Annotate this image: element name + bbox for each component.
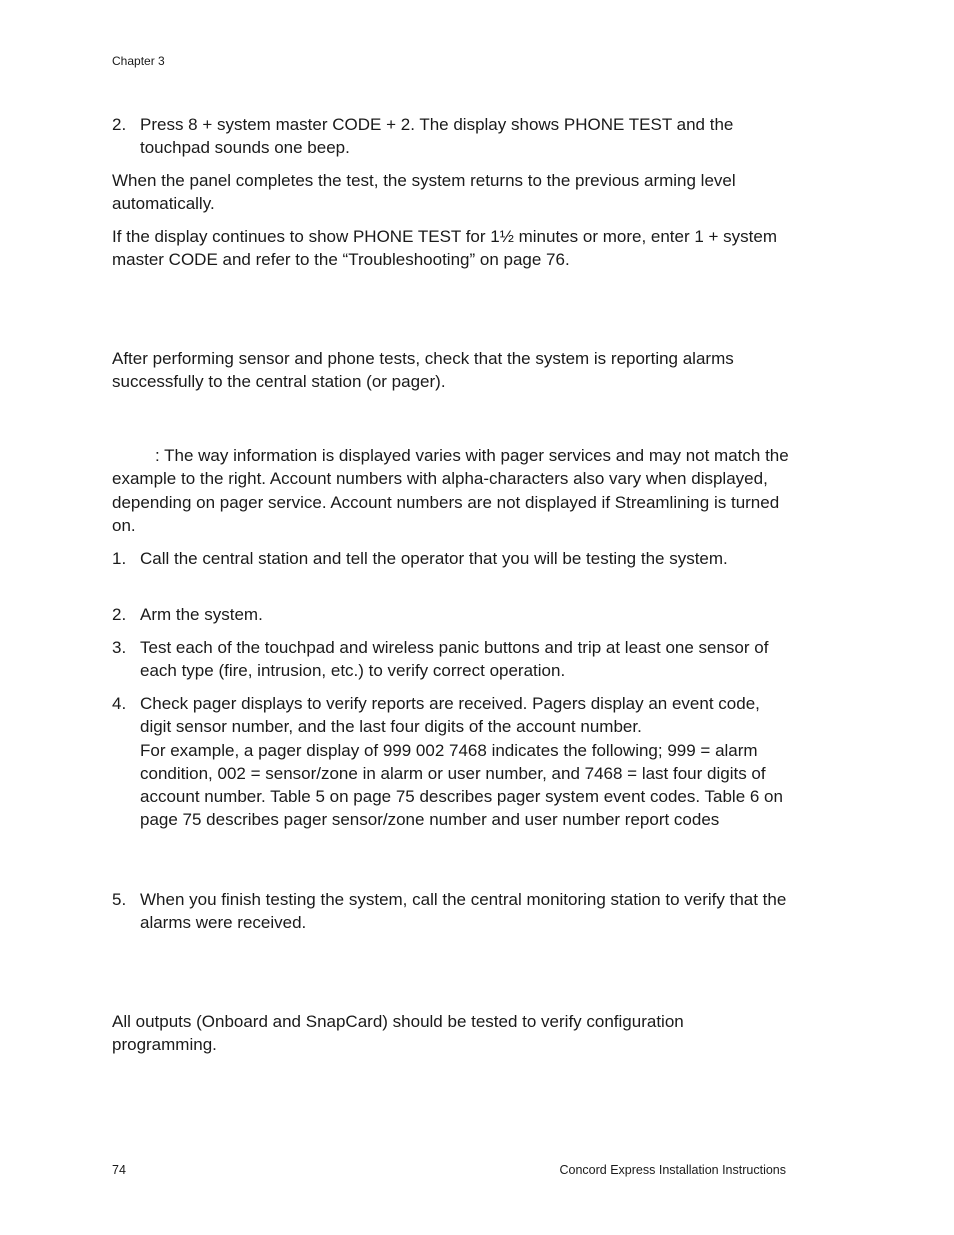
list-number: 4. [112, 694, 127, 713]
list-text: Call the central station and tell the operator that you will be testing the system. [140, 549, 728, 568]
list-item [112, 603, 792, 626]
list-text: Press 8 + system master CODE + 2. The display shows PHONE TEST and the touchpad sounds one beep. [140, 115, 734, 158]
list-number: 2. [112, 605, 127, 624]
list-number: 3. [112, 638, 127, 657]
paragraph-completes: When the panel completes the test, the system returns to the previous arming level automatically. [112, 171, 736, 214]
list-item [112, 636, 792, 683]
list-item [112, 888, 792, 935]
list-item [112, 547, 792, 570]
list-text: Arm the system. [140, 605, 263, 624]
note-paragraph: : The way information is displayed varies with pager services and may not match the example to the right. Account numbers with alpha-characters also vary when displayed, depending on pager service. Account numbers are not displayed if Streamlining is turned on. [112, 446, 789, 535]
list-text-block [140, 692, 792, 832]
paragraph-outputs: All outputs (Onboard and SnapCard) should be tested to verify configuration programming. [112, 1012, 684, 1055]
list-number: 2. [112, 115, 127, 134]
document-title: Concord Express Installation Instructions [559, 1163, 786, 1177]
list-text: When you finish testing the system, call the central monitoring station to verify that the alarms were received. [140, 890, 787, 933]
list-number: 1. [112, 549, 127, 568]
list-number: 5. [112, 890, 127, 909]
list-text-line: For example, a pager display of 999 002 7468 indicates the following; 999 = alarm [140, 740, 758, 760]
list-text: Test each of the touchpad and wireless panic buttons and trip at least one sensor of each type (fire, intrusion, etc.) to verify correct operation. [140, 638, 769, 681]
page-number: 74 [112, 1163, 126, 1177]
paragraph-after-tests: After performing sensor and phone tests, check that the system is reporting alarms successfully to the central station (or pager). [112, 349, 734, 392]
chapter-header: Chapter 3 [112, 54, 165, 68]
list-text-line: condition, 002 = sensor/zone in alarm or user number, and 7468 = last four digits of account number. Table 5 on page 75 describes pager system event codes. Table 6 on page 75 describes pager sensor/zone number and user number report codes [140, 763, 783, 830]
list-text-line: Check pager displays to verify reports are received. Pagers display an event code, digit sensor number, and the last four digits of the account number. [140, 694, 760, 737]
paragraph-if-display: If the display continues to show PHONE TEST for 1½ minutes or more, enter 1 + system master CODE and refer to the “Troubleshooting” on page 76. [112, 227, 778, 270]
list-item [112, 113, 792, 160]
list-item [112, 692, 792, 832]
